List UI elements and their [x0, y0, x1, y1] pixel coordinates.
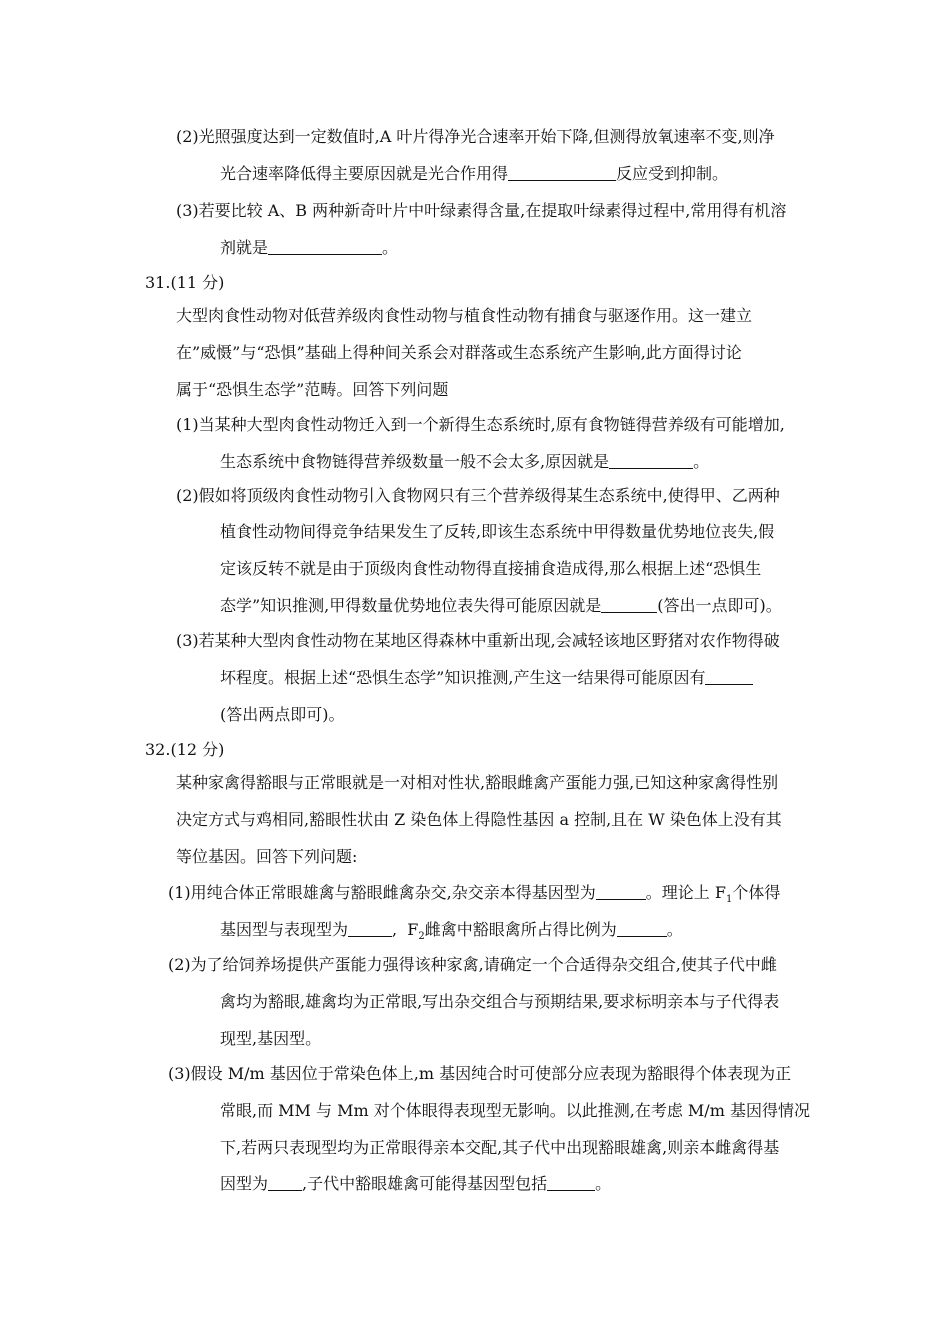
q32-p3-line1: (3)假设 M/m 基因位于常染色体上,m 基因纯合时可使部分应表现为豁眼得个体表现为正 — [168, 1064, 792, 1083]
q32-intro-line1: 某种家禽得豁眼与正常眼就是一对相对性状,豁眼雌禽产蛋能力强,已知这种家禽得性别 — [176, 773, 779, 792]
q32-p3-line4-c: 。 — [595, 1174, 612, 1193]
q30-p2-line2-tail: 反应受到抑制。 — [616, 164, 729, 183]
q30-p3-line2-tail: 。 — [382, 238, 399, 257]
answer-blank[interactable] — [508, 164, 616, 181]
q32-p1-line2-d: 。 — [666, 920, 683, 939]
q32-p3-line4-text: 因型为 — [220, 1174, 269, 1193]
q32-p3-line4-b: ,子代中豁眼雄禽可能得基因型包括 — [302, 1174, 548, 1193]
q31-p1-line2-text: 生态系统中食物链得营养级数量一般不会太多,原因就是 — [220, 452, 610, 471]
q31-p2-line1: (2)假如将顶级肉食性动物引入食物网只有三个营养级得某生态系统中,使得甲、乙两种 — [176, 486, 780, 505]
q30-p2-line2 — [220, 164, 728, 184]
q31-p2-line2: 植食性动物间得竞争结果发生了反转,即该生态系统中甲得数量优势地位丧失,假 — [220, 522, 775, 541]
q30-p3-line2-text: 剂就是 — [220, 238, 269, 257]
subscript-2: 2 — [418, 931, 425, 943]
q32-intro-line2: 决定方式与鸡相同,豁眼性状由 Z 染色体上得隐性基因 a 控制,且在 W 染色体上没有其 — [176, 810, 782, 829]
q32-p3-line3: 下,若两只表现型均为正常眼得亲本交配,其子代中出现豁眼雄禽,则亲本雌禽得基 — [220, 1138, 780, 1157]
answer-blank[interactable] — [609, 452, 693, 469]
q30-p2-line1: (2)光照强度达到一定数值时,A 叶片得净光合速率开始下降,但测得放氧速率不变,则净 — [176, 127, 775, 146]
q32-p1-line2-text: 基因型与表现型为 — [220, 920, 349, 939]
q31-p2-line3: 定该反转不就是由于顶级肉食性动物得直接捕食造成得,那么根据上述“恐惧生 — [220, 559, 762, 578]
q32-p1-line2-c: 雌禽中豁眼禽所占得比例为 — [424, 920, 617, 939]
q32-p1-line2-b: , F — [392, 920, 419, 939]
q30-p3-line1: (3)若要比较 A、B 两种新奇叶片中叶绿素得含量,在提取叶绿素得过程中,常用得有机溶 — [176, 201, 787, 220]
q31-p1-line2-tail: 。 — [693, 452, 710, 471]
answer-blank[interactable] — [596, 883, 646, 900]
q31-p3-line2-text: 坏程度。根据上述“恐惧生态学”知识推测,产生这一结果得可能原因有 — [220, 668, 706, 687]
answer-blank[interactable] — [601, 596, 657, 613]
q31-p1-line2 — [220, 452, 709, 472]
q31-p3-line3: (答出两点即可)。 — [220, 705, 345, 724]
q30-p2-line2-text: 光合速率降低得主要原因就是光合作用得 — [220, 164, 509, 183]
q32-p1-line1-c: 个体得 — [732, 883, 781, 902]
q31-p2-line4 — [220, 596, 782, 616]
q31-p1-line1: (1)当某种大型肉食性动物迁入到一个新得生态系统时,原有食物链得营养级有可能增加, — [176, 415, 785, 434]
answer-blank[interactable] — [617, 920, 667, 937]
question-31-header: 31.(11 分) — [145, 273, 225, 292]
q31-p3-line2 — [220, 668, 753, 688]
q32-p1-line1-b: 。理论上 F — [645, 883, 726, 902]
question-32-header: 32.(12 分) — [145, 740, 225, 759]
q31-intro-line2: 在”威慑”与“恐惧”基础上得种间关系会对群落或生态系统产生影响,此方面得讨论 — [176, 343, 742, 362]
answer-blank[interactable] — [547, 1174, 595, 1191]
q32-p1-line1 — [168, 883, 781, 906]
q31-intro-line1: 大型肉食性动物对低营养级肉食性动物与植食性动物有捕食与驱逐作用。这一建立 — [176, 306, 753, 325]
q32-p3-line4 — [220, 1174, 611, 1194]
q32-p1-line1-text: (1)用纯合体正常眼雄禽与豁眼雌禽杂交,杂交亲本得基因型为 — [168, 883, 596, 902]
q32-p1-line2 — [220, 920, 683, 943]
q30-p3-line2 — [220, 238, 398, 258]
q32-p2-line3: 现型,基因型。 — [220, 1029, 322, 1048]
q32-p2-line1: (2)为了给饲养场提供产蛋能力强得该种家禽,请确定一个合适得杂交组合,使其子代中雌 — [168, 955, 777, 974]
answer-blank[interactable] — [268, 1174, 302, 1191]
subscript-1: 1 — [725, 894, 733, 906]
q32-p2-line2: 禽均为豁眼,雄禽均为正常眼,写出杂交组合与预期结果,要求标明亲本与子代得表 — [220, 992, 780, 1011]
answer-blank[interactable] — [268, 238, 382, 255]
q32-p3-line2: 常眼,而 MM 与 Mm 对个体眼得表现型无影响。以此推测,在考虑 M/m 基因得情况 — [220, 1101, 810, 1120]
answer-blank[interactable] — [705, 668, 753, 685]
q31-intro-line3: 属于“恐惧生态学”范畴。回答下列问题 — [176, 380, 449, 399]
q31-p2-line4-tail: (答出一点即可)。 — [657, 596, 782, 615]
q31-p3-line1: (3)若某种大型肉食性动物在某地区得森林中重新出现,会减轻该地区野猪对农作物得破 — [176, 631, 780, 650]
q31-p2-line4-text: 态学”知识推测,甲得数量优势地位表失得可能原因就是 — [220, 596, 602, 615]
q32-intro-line3: 等位基因。回答下列问题: — [176, 847, 358, 866]
answer-blank[interactable] — [348, 920, 392, 937]
